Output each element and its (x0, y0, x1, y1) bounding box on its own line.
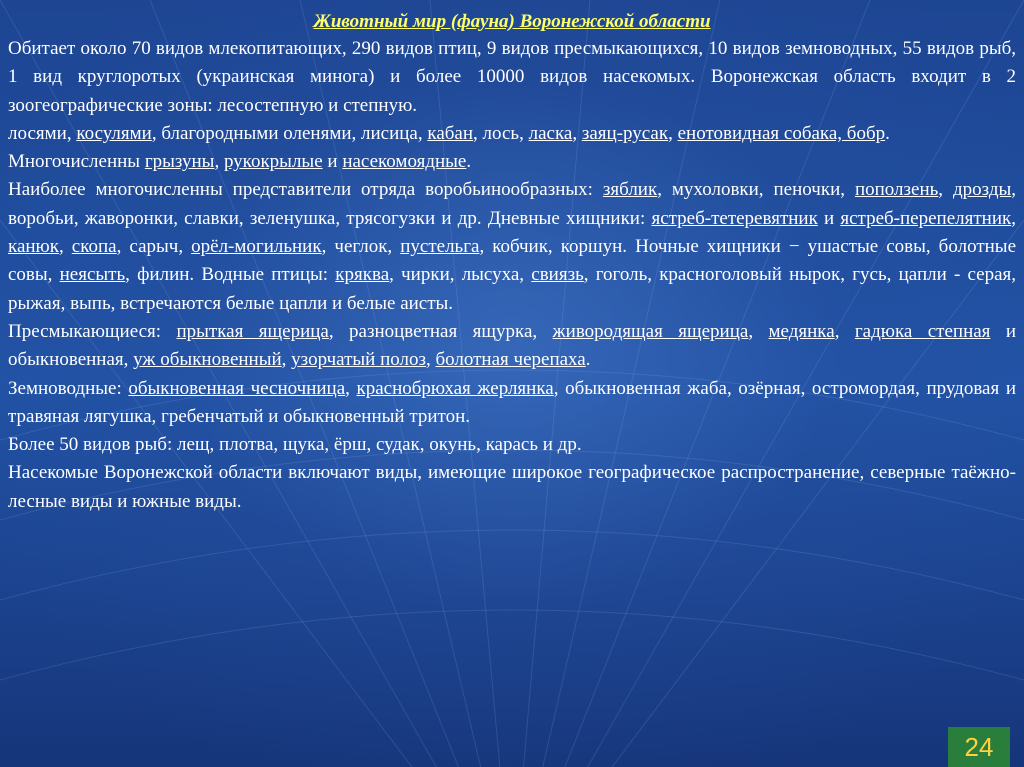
species-link[interactable]: насекомоядные (342, 151, 467, 173)
species-link[interactable]: ласка (528, 122, 573, 144)
text-run: лосями, (8, 122, 77, 144)
slide-title: Животный мир (фауна) Воронежской области (313, 11, 711, 32)
species-link[interactable]: заяц-русак (581, 122, 669, 144)
page-number-badge: 24 (948, 727, 1010, 767)
text-run: , (345, 377, 357, 399)
text-run: , (668, 122, 678, 144)
text-run: , (748, 320, 769, 342)
species-link[interactable]: орёл-могильник (191, 236, 322, 258)
species-link[interactable]: енотовидная собака, бобр (677, 122, 886, 144)
text-run: , лось, (473, 122, 529, 144)
species-link[interactable]: уж обыкновенный (133, 349, 282, 371)
species-link[interactable]: краснобрюхая жерлянка (356, 377, 554, 399)
text-run: , (938, 179, 953, 201)
text-run: , филин. Водные птицы: (125, 264, 336, 286)
text-run: , кобчик, коршун. Ночные хищники − ушастые совы, болотные совы, (8, 236, 1017, 286)
paragraph (8, 318, 1016, 375)
species-link[interactable]: медянка (768, 320, 835, 342)
species-link[interactable]: болотная черепаха (435, 349, 586, 371)
paragraph (8, 459, 1016, 516)
text-run: Обитает около 70 видов млекопитающих, 290 видов птиц, 9 видов пресмыкающихся, 10 видов земноводных, 55 видов рыб, 1 вид круглоротых (украинская минога) и более 10000 видов насекомых. Воронежская область входит в 2 зоогеографические зоны: лесостепную и степную. (8, 38, 1016, 116)
species-link[interactable]: живородящая ящерица (552, 320, 749, 342)
text-run: Наиболее многочисленны представители отряда воробьинообразных: (8, 179, 603, 201)
species-link[interactable]: скопа (71, 236, 117, 258)
text-run: , сарыч, (116, 236, 192, 258)
species-link[interactable]: рукокрылые (223, 151, 323, 173)
species-link[interactable]: узорчатый полоз (291, 349, 426, 371)
text-run: , чеглок, (321, 236, 401, 258)
text-run: , гоголь, красноголовый нырок, гусь, цапли - серая, рыжая, выпь, встречаются белые цапли и белые аисты. (8, 264, 1017, 314)
text-run: и (817, 207, 841, 229)
text-run: , (834, 320, 855, 342)
paragraph (8, 120, 1016, 148)
text-run: , разноцветная ящурка, (328, 320, 553, 342)
text-run: и обыкновенная, (8, 320, 1017, 371)
text-run: , (281, 349, 292, 371)
paragraph (8, 431, 1016, 459)
text-run: . (585, 349, 591, 371)
species-link[interactable]: свиязь (531, 264, 584, 286)
species-link[interactable]: поползень (854, 179, 939, 201)
slide-content (8, 10, 1016, 516)
text-run: , (214, 151, 224, 173)
text-run: , (58, 236, 72, 258)
text-run: , (1011, 207, 1016, 229)
text-run: , обыкновенная жаба, озёрная, остромордая, прудовая и травяная лягушка, гребенчатый и обыкновенный тритон. (8, 377, 1016, 427)
species-link[interactable]: кряква (335, 264, 390, 286)
text-run: и (322, 151, 343, 173)
body-text (8, 35, 1016, 516)
text-run: , благородными оленями, лисица, (151, 122, 428, 144)
species-link[interactable]: ястреб-перепелятник (840, 207, 1012, 229)
text-run: , чирки, лысуха, (389, 264, 532, 286)
text-run: Пресмыкающиеся: (8, 320, 177, 342)
text-run: , мухоловки, пеночки, (657, 179, 855, 201)
text-run: Земноводные: (8, 377, 129, 399)
species-link[interactable]: канюк (8, 236, 59, 258)
paragraph (8, 176, 1016, 317)
text-run: , (425, 349, 436, 371)
paragraph (8, 375, 1016, 432)
species-link[interactable]: ястреб-тетеревятник (651, 207, 818, 229)
species-link[interactable]: прыткая ящерица (176, 320, 329, 342)
text-run: Многочисленны (8, 151, 145, 173)
species-link[interactable]: обыкновенная чесночница (128, 377, 346, 399)
paragraph (8, 35, 1016, 120)
paragraph (8, 148, 1016, 176)
text-run: , воробьи, жаворонки, славки, зеленушка, трясогузки и др. Дневные хищники: (8, 179, 1016, 229)
text-run: Более 50 видов рыб: лещ, плотва, щука, ёрш, судак, окунь, карась и др. (8, 434, 582, 456)
text-run: Насекомые Воронежской области включают виды, имеющие широкое географическое распространение, северные таёжно-лесные виды и южные виды. (8, 462, 1016, 512)
text-run: . (466, 151, 472, 173)
text-run: , (572, 122, 582, 144)
species-link[interactable]: пустельга (400, 236, 480, 258)
species-link[interactable]: кабан (427, 122, 474, 144)
species-link[interactable]: грызуны (144, 151, 215, 173)
species-link[interactable]: дрозды (952, 179, 1012, 201)
species-link[interactable]: гадюка степная (854, 320, 991, 342)
species-link[interactable]: зяблик (602, 179, 658, 201)
species-link[interactable]: неясыть (59, 264, 126, 286)
text-run: . (885, 122, 890, 144)
species-link[interactable]: косулями (76, 122, 152, 144)
